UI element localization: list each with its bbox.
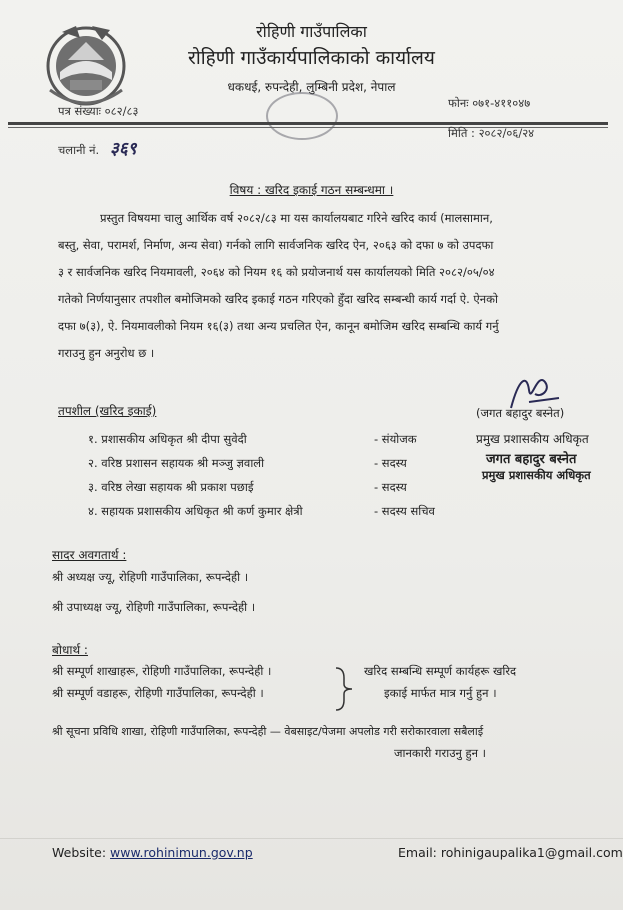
signatory-stamp-name: जगत बहादुर बस्नेत bbox=[486, 452, 577, 467]
body-line: बस्तु, सेवा, परामर्श, निर्माण, अन्य सेवा) गर्नको लागि सार्वजनिक खरिद ऐन, २०६३ को दफा ७ को उपदफा bbox=[58, 238, 494, 252]
subject-line: विषय : खरिद इकाई गठन सम्बन्धमा । bbox=[229, 183, 394, 197]
signatory-title: प्रमुख प्रशासकीय अधिकृत bbox=[476, 432, 589, 446]
dispatch-label: चलानी नं. bbox=[58, 143, 100, 157]
forwarded-line: श्री उपाध्यक्ष ज्यू, रोहिणी गाउँपालिका, रूपन्देही । bbox=[52, 600, 256, 614]
member-role: - सदस्य सचिव bbox=[374, 504, 435, 518]
member-item: १. प्रशासकीय अधिकृत श्री दीपा सुवेदी bbox=[88, 432, 247, 446]
email-label: Email: bbox=[398, 845, 437, 860]
forwarded-line: श्री अध्यक्ष ज्यू, रोहिणी गाउँपालिका, रूपन्देही । bbox=[52, 570, 249, 584]
brace-icon bbox=[334, 666, 356, 712]
phone-number: फोनः ०७१-४११०४७ bbox=[448, 96, 531, 110]
body-line: ३ र सार्वजनिक खरिद नियमावली, २०६४ को नियम १६ को प्रयोजनार्थ यस कार्यालयको मिति २०८२/०५/०४ bbox=[58, 265, 495, 279]
member-role: - संयोजक bbox=[374, 432, 417, 446]
info-line: श्री सम्पूर्ण शाखाहरू, रोहिणी गाउँपालिका, रूपन्देही । bbox=[52, 664, 272, 678]
email-address[interactable]: rohinigaupalika1@gmail.com bbox=[440, 845, 623, 860]
municipality-name: रोहिणी गाउँपालिका bbox=[256, 22, 367, 41]
footer-rule bbox=[0, 838, 623, 839]
dispatch-number: ३६९ bbox=[110, 139, 137, 159]
it-section-line: जानकारी गराउनु हुन । bbox=[394, 746, 487, 760]
letter-number: पत्र संख्याः ०८२/८३ bbox=[58, 104, 139, 118]
member-item: २. वरिष्ठ प्रशासन सहायक श्री मञ्जु ज्ञवाली bbox=[88, 456, 265, 470]
header-rule bbox=[8, 122, 608, 125]
letter-date: मिति : २०८२/०६/२४ bbox=[448, 126, 535, 140]
body-line: दफा ७(३), ऐ. नियमावलीको नियम १६(३) तथा अन्य प्रचलित ऐन, कानून बमोजिम खरिद सम्बन्धि कार्य गर्नु bbox=[58, 319, 499, 333]
details-heading: तपशील (खरिद इकाई) bbox=[58, 404, 157, 418]
info-note-line: इकाई मार्फत मात्र गर्नु हुन । bbox=[384, 686, 497, 700]
it-section-line: श्री सूचना प्रविधि शाखा, रोहिणी गाउँपालिका, रूपन्देही — वेबसाइट/पेजमा अपलोड गरी सरोकारवाला सबैलाई bbox=[52, 725, 484, 738]
website-label: Website: bbox=[52, 845, 107, 860]
body-paragraph bbox=[58, 205, 610, 367]
signatory-name: (जगत बहादुर बस्नेत) bbox=[476, 406, 565, 420]
member-role: - सदस्य bbox=[374, 456, 407, 470]
member-item: ३. वरिष्ठ लेखा सहायक श्री प्रकाश पछाई bbox=[88, 480, 254, 494]
website-footer bbox=[52, 845, 253, 860]
body-line: प्रस्तुत विषयमा चालु आर्थिक वर्ष २०८२/८३ मा यस कार्यालयबाट गरिने खरिद कार्य (मालसामान, bbox=[100, 211, 493, 225]
member-item: ४. सहायक प्रशासकीय अधिकृत श्री कर्ण कुमार क्षेत्री bbox=[88, 504, 303, 518]
website-link[interactable]: www.rohinimun.gov.np bbox=[110, 845, 253, 860]
office-round-stamp bbox=[266, 92, 338, 140]
info-heading: बोधार्थ : bbox=[52, 643, 88, 657]
forwarded-heading: सादर अवगतार्थ : bbox=[52, 548, 127, 562]
body-line: गतेको निर्णयानुसार तपशील बमोजिमको खरिद इकाई गठन गरिएको हुँदा खरिद सम्बन्धी कार्य गर्दा ऐ. ऐनको bbox=[58, 292, 498, 306]
info-line: श्री सम्पूर्ण वडाहरू, रोहिणी गाउँपालिका, रूपन्देही । bbox=[52, 686, 264, 700]
signatory-stamp-title: प्रमुख प्रशासकीय अधिकृत bbox=[482, 468, 591, 482]
info-note-line: खरिद सम्बन्धि सम्पूर्ण कार्यहरू खरिद bbox=[364, 664, 517, 678]
office-name: रोहिणी गाउँकार्यपालिकाको कार्यालय bbox=[188, 47, 435, 69]
body-line: गराउनु हुन अनुरोध छ । bbox=[58, 346, 155, 360]
office-address: धकधई, रुपन्देही, लुम्बिनी प्रदेश, नेपाल bbox=[227, 80, 396, 94]
member-role: - सदस्य bbox=[374, 480, 407, 494]
email-footer bbox=[398, 845, 623, 860]
